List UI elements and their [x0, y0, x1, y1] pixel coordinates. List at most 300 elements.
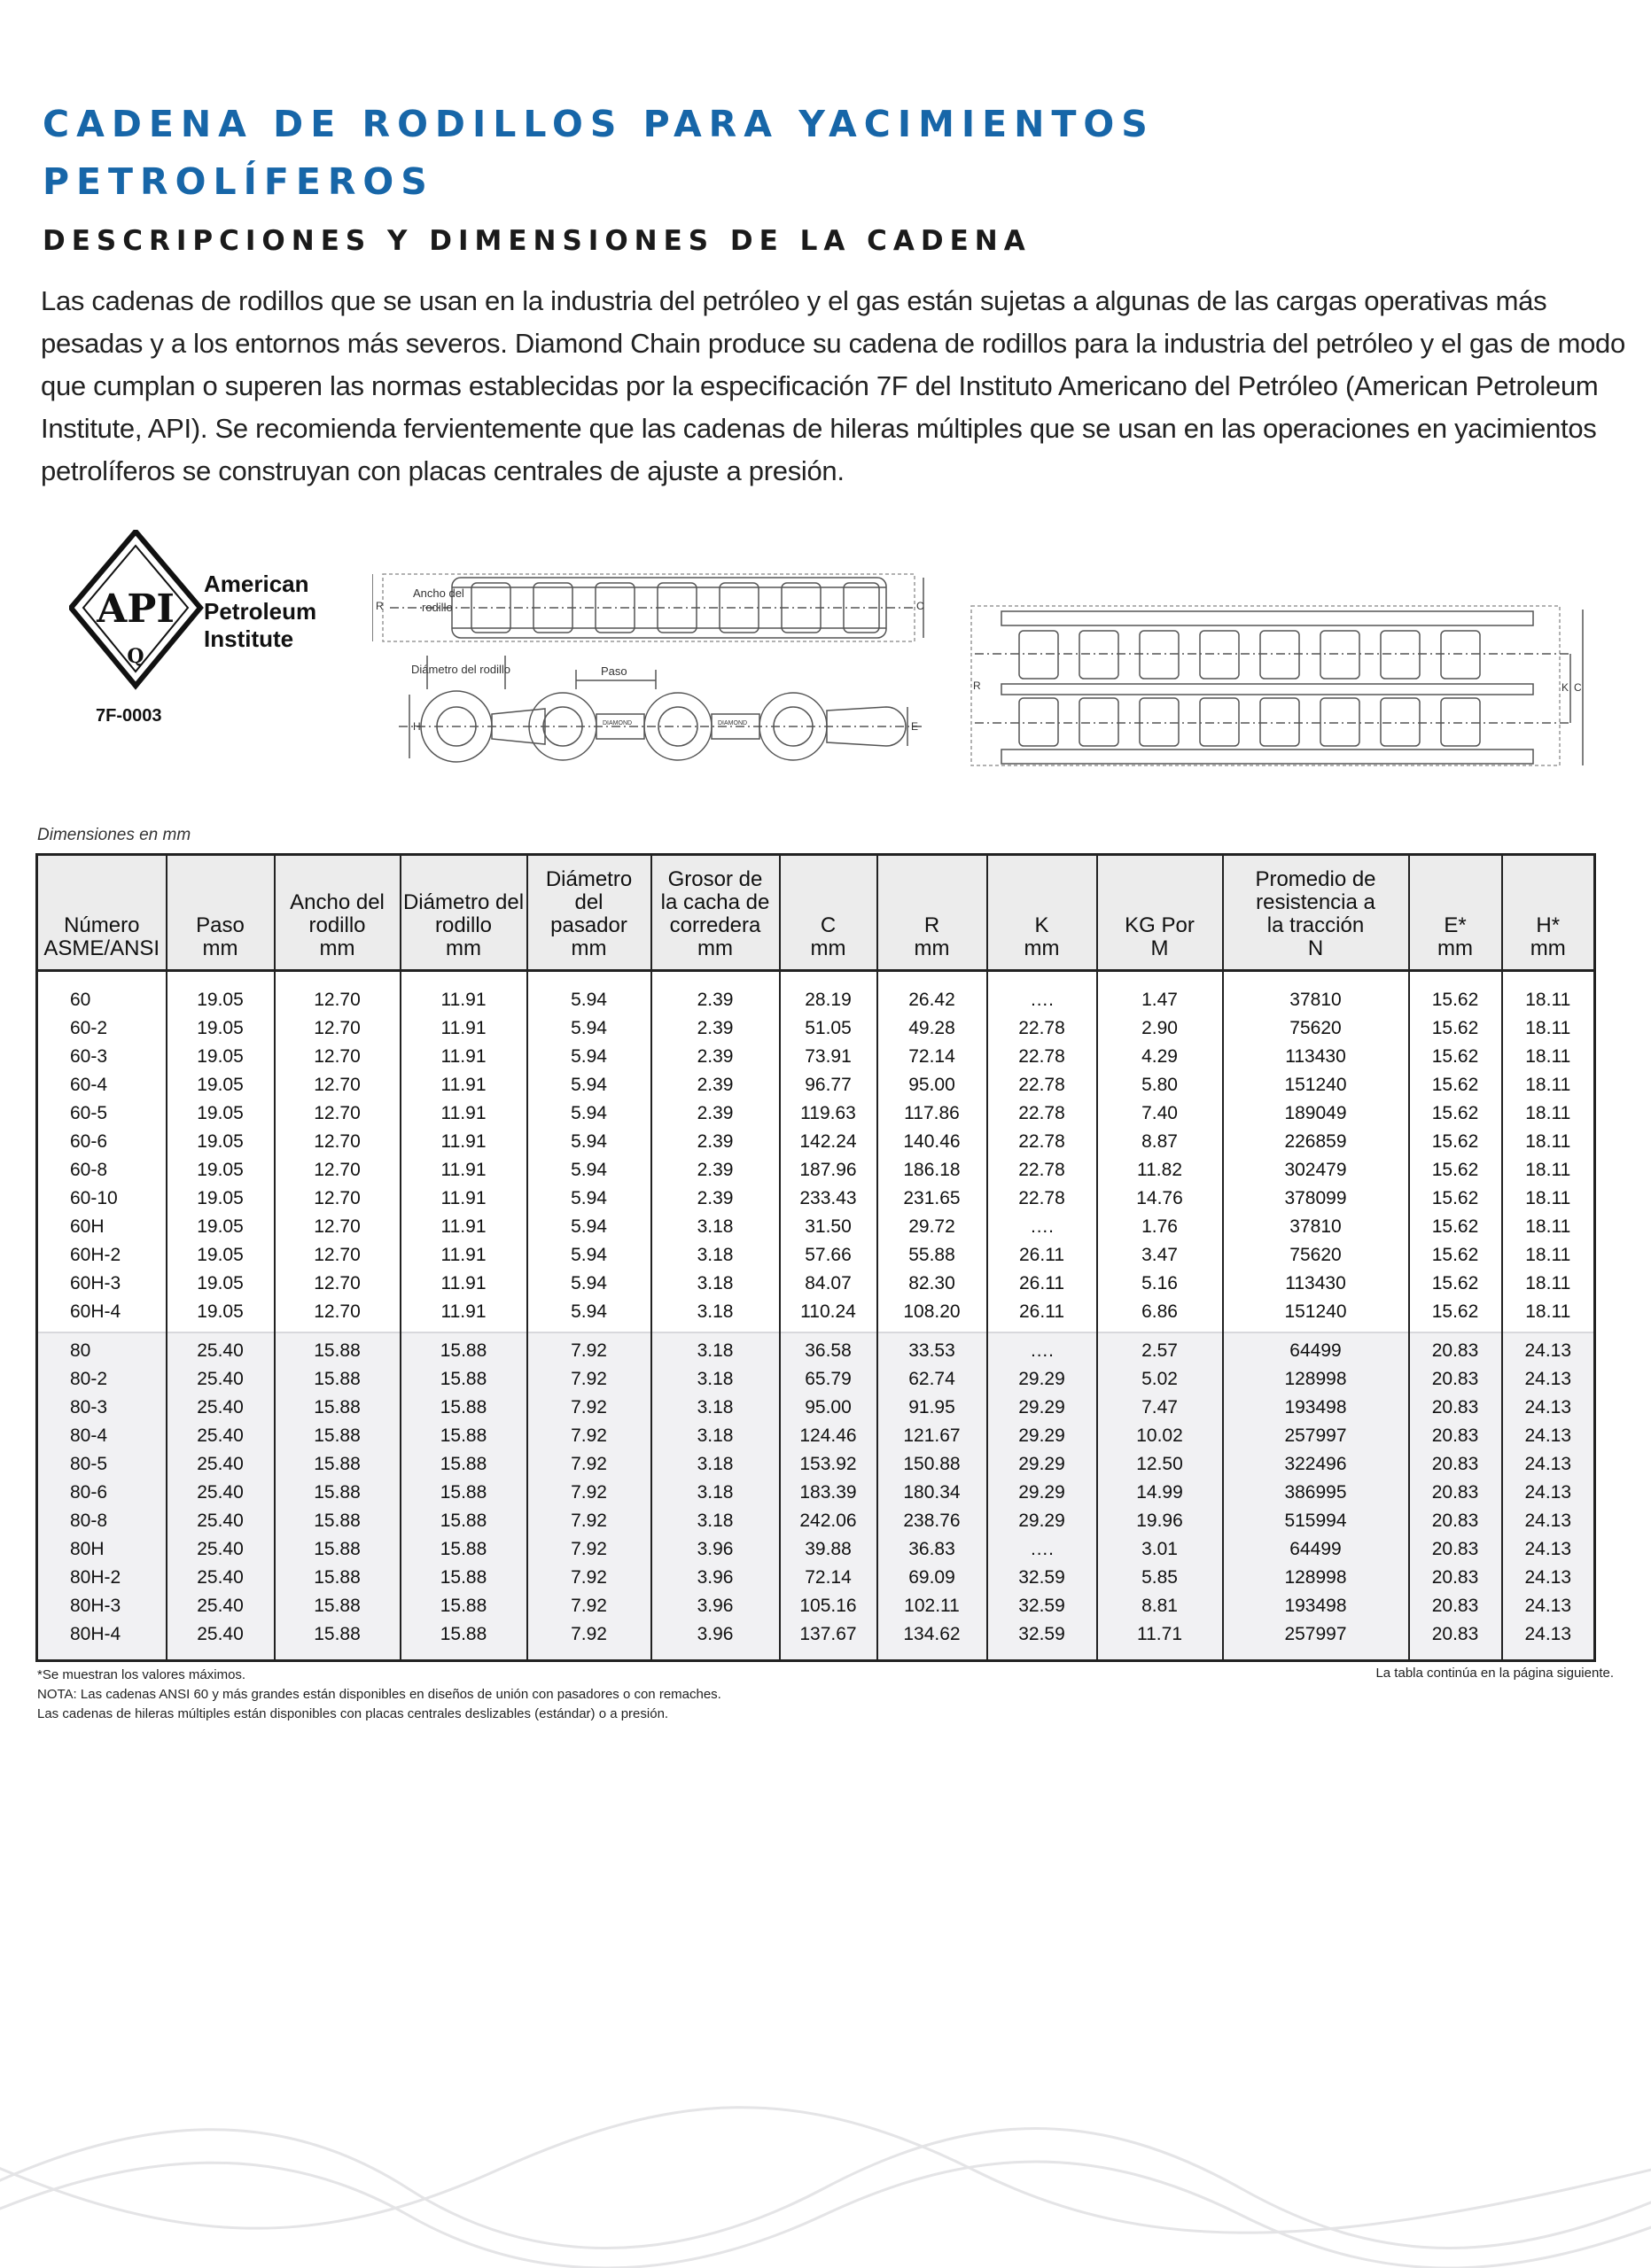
- header-e-line: mm: [1437, 936, 1473, 960]
- cell-pitch: 19.05: [167, 1270, 275, 1298]
- cell-tensile-strength: 75620: [1223, 1014, 1409, 1043]
- cell-c: 105.16: [780, 1592, 877, 1620]
- cell-r: 26.42: [877, 971, 987, 1015]
- header-e-line: E*: [1444, 913, 1467, 937]
- cell-roller-width: 15.88: [275, 1450, 401, 1479]
- cell-roller-diameter: 11.91: [401, 1270, 527, 1298]
- page-title: [43, 96, 1549, 211]
- header-tensile-strength-line: resistencia a: [1256, 890, 1375, 914]
- cell-e: 20.83: [1409, 1450, 1502, 1479]
- cell-roller-diameter: 15.88: [401, 1564, 527, 1592]
- cell-weight: 8.87: [1097, 1128, 1223, 1156]
- cell-roller-width: 12.70: [275, 1128, 401, 1156]
- cell-r: 55.88: [877, 1241, 987, 1270]
- cell-pin-diameter: 5.94: [527, 1213, 651, 1241]
- cell-weight: 12.50: [1097, 1450, 1223, 1479]
- cell-plate-thickness: 3.96: [651, 1592, 780, 1620]
- cell-c: 187.96: [780, 1156, 877, 1184]
- cell-roller-diameter: 11.91: [401, 1014, 527, 1043]
- cell-h: 24.13: [1502, 1535, 1595, 1564]
- cell-roller-diameter: 11.91: [401, 1071, 527, 1099]
- cell-weight: 8.81: [1097, 1592, 1223, 1620]
- cell-roller-diameter: 11.91: [401, 1128, 527, 1156]
- cell-number: 80-6: [37, 1479, 167, 1507]
- cell-plate-thickness: 3.18: [651, 1270, 780, 1298]
- cell-weight: 10.02: [1097, 1422, 1223, 1450]
- cell-number: 60H: [70, 1216, 105, 1237]
- header-c-line: C: [820, 913, 837, 937]
- cell-h: 24.13: [1502, 1422, 1595, 1450]
- cell-e: 15.62: [1409, 1270, 1502, 1298]
- cell-roller-diameter: 15.88: [401, 1422, 527, 1450]
- cell-e: 15.62: [1409, 1213, 1502, 1241]
- cell-tensile-strength: 226859: [1223, 1128, 1409, 1156]
- cell-number: 80: [37, 1332, 167, 1365]
- table-row: [37, 1156, 1595, 1184]
- cell-pitch: 25.40: [167, 1365, 275, 1394]
- cell-number: 80H-2: [37, 1564, 167, 1592]
- cell-r: 231.65: [877, 1184, 987, 1213]
- cell-pitch: 25.40: [167, 1507, 275, 1535]
- cell-k: 22.78: [987, 1071, 1097, 1099]
- cell-roller-diameter: 11.91: [401, 1184, 527, 1213]
- header-pitch-line: mm: [202, 936, 238, 960]
- cell-weight: 2.57: [1097, 1332, 1223, 1365]
- cell-number: 80H-3: [37, 1592, 167, 1620]
- cell-tensile-strength: 302479: [1223, 1156, 1409, 1184]
- cell-weight: 5.80: [1097, 1071, 1223, 1099]
- cell-pitch: 19.05: [167, 1099, 275, 1128]
- cell-pin-diameter: 5.94: [527, 1270, 651, 1298]
- cell-plate-thickness: 2.39: [651, 1099, 780, 1128]
- footnote-note-1: NOTA: Las cadenas ANSI 60 y más grandes están disponibles en diseños de unión con pasadores o con remaches.: [37, 1687, 721, 1702]
- label-pitch: Paso: [601, 664, 627, 678]
- cell-tensile-strength: 322496: [1223, 1450, 1409, 1479]
- cell-weight: 3.01: [1097, 1535, 1223, 1564]
- table-row: [37, 1332, 1595, 1365]
- cell-r: 29.72: [877, 1213, 987, 1241]
- cell-roller-diameter: 15.88: [401, 1479, 527, 1507]
- cell-pin-diameter: 5.94: [527, 1071, 651, 1099]
- cell-tensile-strength: 151240: [1223, 1298, 1409, 1332]
- cell-c: 137.67: [780, 1620, 877, 1661]
- cell-tensile-strength: 128998: [1223, 1564, 1409, 1592]
- cell-roller-diameter: 11.91: [401, 1043, 527, 1071]
- header-number: [37, 855, 167, 971]
- cell-e: 20.83: [1409, 1422, 1502, 1450]
- cell-pitch: 25.40: [167, 1620, 275, 1661]
- cell-pitch: 19.05: [167, 1184, 275, 1213]
- header-plate-thickness: [651, 855, 780, 971]
- cell-k: 29.29: [987, 1507, 1097, 1535]
- api-logo-mark: API: [97, 586, 175, 632]
- cell-plate-thickness: 3.18: [651, 1394, 780, 1422]
- cell-pitch: 25.40: [167, 1479, 275, 1507]
- cell-e: 15.62: [1409, 1241, 1502, 1270]
- cell-pin-diameter: 7.92: [527, 1620, 651, 1661]
- cell-pitch: 25.40: [167, 1564, 275, 1592]
- cell-plate-thickness: 2.39: [651, 971, 780, 1015]
- cell-r: 91.95: [877, 1394, 987, 1422]
- cell-roller-width: 12.70: [275, 1241, 401, 1270]
- cell-k: 29.29: [987, 1450, 1097, 1479]
- cell-roller-width: 12.70: [275, 1099, 401, 1128]
- header-number-line: Número: [64, 913, 140, 937]
- cell-pitch: 19.05: [167, 1071, 275, 1099]
- cell-k: ….: [987, 1213, 1097, 1241]
- cell-weight: 11.82: [1097, 1156, 1223, 1184]
- cell-k: ….: [987, 1535, 1097, 1564]
- cell-e: 15.62: [1409, 1156, 1502, 1184]
- cell-c: 65.79: [780, 1365, 877, 1394]
- table-row: [37, 1564, 1595, 1592]
- cell-r: 238.76: [877, 1507, 987, 1535]
- table-row: [37, 1071, 1595, 1099]
- cell-pitch: 25.40: [167, 1535, 275, 1564]
- cell-e: 20.83: [1409, 1394, 1502, 1422]
- cell-weight: 5.85: [1097, 1564, 1223, 1592]
- cell-e: 20.83: [1409, 1332, 1502, 1365]
- cell-weight: 6.86: [1097, 1298, 1223, 1332]
- header-weight: [1097, 855, 1223, 971]
- cell-roller-diameter: 15.88: [401, 1365, 527, 1394]
- cell-plate-thickness: 3.18: [651, 1241, 780, 1270]
- table-row: [37, 1241, 1595, 1270]
- cell-roller-width: 15.88: [275, 1507, 401, 1535]
- cell-r: 72.14: [877, 1043, 987, 1071]
- cell-roller-diameter: 15.88: [401, 1507, 527, 1535]
- header-number-line: ASME/ANSI: [43, 936, 160, 960]
- header-roller-width-line: rodillo: [308, 913, 366, 937]
- cell-e: 20.83: [1409, 1564, 1502, 1592]
- cell-r: 121.67: [877, 1422, 987, 1450]
- cell-number: 80-2: [37, 1365, 167, 1394]
- header-tensile-strength-line: la tracción: [1266, 913, 1365, 937]
- header-roller-diameter-line: Diámetro del: [402, 890, 525, 914]
- cell-number: 60-10: [70, 1188, 118, 1208]
- cell-number: 80-8: [37, 1507, 167, 1535]
- cell-roller-width: 12.70: [275, 1071, 401, 1099]
- cell-h: 18.11: [1502, 1071, 1595, 1099]
- cell-tensile-strength: 37810: [1223, 1213, 1409, 1241]
- header-tensile-strength-line: Promedio de: [1255, 867, 1376, 891]
- table-header-row: [37, 855, 1595, 971]
- cell-number: 80-5: [37, 1450, 167, 1479]
- cell-roller-diameter: 11.91: [401, 1241, 527, 1270]
- header-tensile-strength-line: N: [1307, 936, 1324, 960]
- cell-plate-thickness: 3.18: [651, 1450, 780, 1479]
- header-k: [987, 855, 1097, 971]
- cell-roller-width: 15.88: [275, 1592, 401, 1620]
- cell-r: 140.46: [877, 1128, 987, 1156]
- cell-r: 134.62: [877, 1620, 987, 1661]
- cell-tensile-strength: 257997: [1223, 1620, 1409, 1661]
- cell-k: 29.29: [987, 1479, 1097, 1507]
- cell-pitch: 25.40: [167, 1394, 275, 1422]
- cell-k: 29.29: [987, 1422, 1097, 1450]
- cell-roller-width: 15.88: [275, 1394, 401, 1422]
- cell-plate-thickness: 3.96: [651, 1620, 780, 1661]
- cell-weight: 7.40: [1097, 1099, 1223, 1128]
- header-pin-diameter-line: Diámetro del: [545, 867, 633, 914]
- cell-plate-thickness: 3.18: [651, 1422, 780, 1450]
- cell-roller-diameter: 11.91: [401, 1213, 527, 1241]
- header-plate-thickness-line: Grosor de: [667, 867, 763, 891]
- cell-c: 72.14: [780, 1564, 877, 1592]
- footnote-max-values: *Se muestran los valores máximos.: [37, 1667, 246, 1682]
- table-row: [37, 1450, 1595, 1479]
- cell-tensile-strength: 515994: [1223, 1507, 1409, 1535]
- cell-h: 18.11: [1502, 1270, 1595, 1298]
- label-e: E: [911, 720, 919, 733]
- cell-tensile-strength: 189049: [1223, 1099, 1409, 1128]
- table-row: [37, 1422, 1595, 1450]
- cell-h: 24.13: [1502, 1620, 1595, 1661]
- table-continued-note: La tabla continúa en la página siguiente.: [1375, 1666, 1614, 1681]
- cell-plate-thickness: 2.39: [651, 1184, 780, 1213]
- table-row: [37, 1270, 1595, 1298]
- header-e: [1409, 855, 1502, 971]
- cell-roller-width: 15.88: [275, 1535, 401, 1564]
- cell-e: 20.83: [1409, 1365, 1502, 1394]
- table-row: [37, 1592, 1595, 1620]
- brand-mark-2: DIAMOND: [718, 720, 748, 726]
- header-c-line: mm: [810, 936, 846, 960]
- cell-roller-width: 15.88: [275, 1564, 401, 1592]
- cell-roller-diameter: 15.88: [401, 1332, 527, 1365]
- cell-r: 69.09: [877, 1564, 987, 1592]
- table-row: [37, 1365, 1595, 1394]
- cell-k: 29.29: [987, 1394, 1097, 1422]
- table-row: [37, 1507, 1595, 1535]
- cell-pitch: 19.05: [167, 1241, 275, 1270]
- cell-k: ….: [987, 1332, 1097, 1365]
- cell-h: 18.11: [1502, 971, 1595, 1015]
- header-roller-diameter-line: mm: [446, 936, 481, 960]
- cell-tensile-strength: 64499: [1223, 1332, 1409, 1365]
- cell-e: 15.62: [1409, 1043, 1502, 1071]
- cell-h: 24.13: [1502, 1592, 1595, 1620]
- cell-weight: 7.47: [1097, 1394, 1223, 1422]
- cell-plate-thickness: 3.18: [651, 1365, 780, 1394]
- title-line-2: PETROLÍFEROS: [43, 160, 434, 203]
- cell-c: 242.06: [780, 1507, 877, 1535]
- cell-number: 60H-2: [70, 1245, 121, 1265]
- cell-k: 22.78: [987, 1128, 1097, 1156]
- cell-tensile-strength: 75620: [1223, 1241, 1409, 1270]
- cell-h: 18.11: [1502, 1128, 1595, 1156]
- table-row: [37, 1298, 1595, 1332]
- api-cert-code: 7F-0003: [96, 706, 162, 726]
- cell-h: 24.13: [1502, 1507, 1595, 1535]
- cell-roller-width: 12.70: [275, 1184, 401, 1213]
- decorative-waves: [0, 2091, 1651, 2268]
- cell-r: 150.88: [877, 1450, 987, 1479]
- cell-number: 80H-4: [37, 1620, 167, 1661]
- header-weight-line: KG Por: [1125, 913, 1195, 937]
- cell-h: 24.13: [1502, 1450, 1595, 1479]
- cell-roller-width: 15.88: [275, 1620, 401, 1661]
- cell-weight: 4.29: [1097, 1043, 1223, 1071]
- header-k-line: K: [1034, 913, 1049, 937]
- cell-roller-width: 12.70: [275, 1298, 401, 1332]
- cell-plate-thickness: 2.39: [651, 1128, 780, 1156]
- cell-k: 22.78: [987, 1014, 1097, 1043]
- cell-pin-diameter: 7.92: [527, 1592, 651, 1620]
- cell-number: 60H-4: [70, 1301, 121, 1322]
- label-c-double: C: [1574, 681, 1582, 694]
- cell-number: 60: [70, 990, 91, 1010]
- cell-k: 26.11: [987, 1241, 1097, 1270]
- cell-plate-thickness: 3.18: [651, 1479, 780, 1507]
- cell-weight: 5.16: [1097, 1270, 1223, 1298]
- label-r: R: [376, 600, 384, 612]
- cell-number: 80-3: [37, 1394, 167, 1422]
- cell-roller-diameter: 15.88: [401, 1535, 527, 1564]
- cell-roller-width: 15.88: [275, 1479, 401, 1507]
- header-plate-thickness-line: mm: [697, 936, 733, 960]
- cell-tensile-strength: 386995: [1223, 1479, 1409, 1507]
- cell-roller-width: 12.70: [275, 971, 401, 1015]
- cell-k: 32.59: [987, 1592, 1097, 1620]
- header-pin-diameter-line: mm: [571, 936, 607, 960]
- cell-r: 49.28: [877, 1014, 987, 1043]
- cell-pitch: 25.40: [167, 1450, 275, 1479]
- cell-roller-diameter: 15.88: [401, 1450, 527, 1479]
- cell-pin-diameter: 7.92: [527, 1394, 651, 1422]
- cell-e: 15.62: [1409, 1184, 1502, 1213]
- cell-pin-diameter: 7.92: [527, 1479, 651, 1507]
- cell-e: 15.62: [1409, 971, 1502, 1015]
- cell-e: 15.62: [1409, 1014, 1502, 1043]
- cell-c: 39.88: [780, 1535, 877, 1564]
- header-h-line: H*: [1536, 913, 1561, 937]
- cell-pin-diameter: 7.92: [527, 1365, 651, 1394]
- cell-plate-thickness: 2.39: [651, 1014, 780, 1043]
- cell-roller-width: 12.70: [275, 1213, 401, 1241]
- cell-r: 82.30: [877, 1270, 987, 1298]
- header-r-line: mm: [914, 936, 950, 960]
- cell-c: 142.24: [780, 1128, 877, 1156]
- cell-roller-diameter: 15.88: [401, 1592, 527, 1620]
- cell-number: 60H-3: [70, 1273, 121, 1293]
- cell-e: 20.83: [1409, 1592, 1502, 1620]
- table-row: [37, 1394, 1595, 1422]
- api-logo-q: Q: [127, 645, 144, 668]
- cell-weight: 1.47: [1097, 971, 1223, 1015]
- header-roller-diameter: [401, 855, 527, 971]
- cell-e: 20.83: [1409, 1507, 1502, 1535]
- table-row: [37, 1099, 1595, 1128]
- cell-h: 18.11: [1502, 1099, 1595, 1128]
- cell-c: 95.00: [780, 1394, 877, 1422]
- cell-weight: 14.76: [1097, 1184, 1223, 1213]
- cell-c: 153.92: [780, 1450, 877, 1479]
- cell-pin-diameter: 5.94: [527, 1043, 651, 1071]
- brand-mark-1: DIAMOND: [603, 720, 633, 726]
- dimensions-table: [35, 853, 1596, 1662]
- cell-c: 110.24: [780, 1298, 877, 1332]
- cell-h: 24.13: [1502, 1365, 1595, 1394]
- cell-tensile-strength: 64499: [1223, 1535, 1409, 1564]
- cell-h: 18.11: [1502, 1184, 1595, 1213]
- header-r-line: R: [923, 913, 940, 937]
- cell-r: 95.00: [877, 1071, 987, 1099]
- table-row: [37, 1535, 1595, 1564]
- cell-pin-diameter: 7.92: [527, 1535, 651, 1564]
- cell-c: 124.46: [780, 1422, 877, 1450]
- cell-pin-diameter: 5.94: [527, 1184, 651, 1213]
- cell-k: 32.59: [987, 1564, 1097, 1592]
- cell-c: 183.39: [780, 1479, 877, 1507]
- intro-paragraph: Las cadenas de rodillos que se usan en la industria del petróleo y el gas están sujetas a algunas de las cargas operativas más pesadas y a los entornos más severos. Diamond Chain produce su cadena de rodillos para la industria del petróleo y el gas de modo que cumplan o superen las normas establecidas por la especificación 7F del Instituto Americano del Petróleo (American Petroleum Institute, API). Se recomienda fervientemente que las cadenas de hileras múltiples que se usan en las operaciones en yacimientos petrolíferos se construyan con placas centrales de ajuste a presión.: [41, 285, 1625, 486]
- cell-h: 24.13: [1502, 1394, 1595, 1422]
- cell-weight: 14.99: [1097, 1479, 1223, 1507]
- header-pitch: [167, 855, 275, 971]
- cell-k: 22.78: [987, 1099, 1097, 1128]
- cell-number: 60-4: [70, 1075, 108, 1095]
- table-row: [37, 1128, 1595, 1156]
- api-name-line-1: American: [204, 571, 309, 597]
- cell-roller-diameter: 11.91: [401, 1156, 527, 1184]
- cell-pitch: 19.05: [167, 1043, 275, 1071]
- cell-k: 22.78: [987, 1184, 1097, 1213]
- cell-r: 108.20: [877, 1298, 987, 1332]
- header-plate-thickness-line: la cacha de: [660, 890, 770, 914]
- cell-roller-width: 12.70: [275, 1156, 401, 1184]
- header-roller-width: [275, 855, 401, 971]
- cell-weight: 5.02: [1097, 1365, 1223, 1394]
- cell-pin-diameter: 5.94: [527, 1156, 651, 1184]
- cell-plate-thickness: 3.18: [651, 1507, 780, 1535]
- cell-c: 233.43: [780, 1184, 877, 1213]
- cell-plate-thickness: 3.18: [651, 1332, 780, 1365]
- api-logo: [69, 530, 353, 734]
- cell-roller-diameter: 15.88: [401, 1620, 527, 1661]
- table-row: [37, 1184, 1595, 1213]
- table-row: [37, 1620, 1595, 1661]
- table-row: [37, 971, 1595, 1015]
- footnotes: [37, 1666, 721, 1724]
- cell-weight: 11.71: [1097, 1620, 1223, 1661]
- header-weight-line: M: [1150, 936, 1169, 960]
- header-h: [1502, 855, 1595, 971]
- title-line-1: CADENA DE RODILLOS PARA YACIMIENTOS: [43, 103, 1155, 145]
- table-group-80: [37, 1332, 1595, 1661]
- cell-tensile-strength: 151240: [1223, 1071, 1409, 1099]
- cell-weight: 3.47: [1097, 1241, 1223, 1270]
- cell-pin-diameter: 7.92: [527, 1332, 651, 1365]
- footnote-note-2: Las cadenas de hileras múltiples están disponibles con placas centrales deslizables (estándar) o a presión.: [37, 1706, 669, 1721]
- cell-number: 60-3: [70, 1046, 108, 1067]
- cell-number: 60-8: [70, 1160, 108, 1180]
- table-row: [37, 1479, 1595, 1507]
- cell-k: ….: [987, 971, 1097, 1015]
- cell-tensile-strength: 113430: [1223, 1043, 1409, 1071]
- cell-number: 80-4: [37, 1422, 167, 1450]
- cell-plate-thickness: 2.39: [651, 1043, 780, 1071]
- cell-c: 28.19: [780, 971, 877, 1015]
- header-h-line: mm: [1530, 936, 1566, 960]
- cell-c: 31.50: [780, 1213, 877, 1241]
- cell-r: 33.53: [877, 1332, 987, 1365]
- section-subtitle: DESCRIPCIONES Y DIMENSIONES DE LA CADENA: [43, 225, 1032, 257]
- cell-c: 57.66: [780, 1241, 877, 1270]
- cell-number: 80H: [37, 1535, 167, 1564]
- cell-roller-width: 15.88: [275, 1365, 401, 1394]
- label-roller-width-1: Ancho del: [413, 586, 464, 600]
- table-row: [37, 1213, 1595, 1241]
